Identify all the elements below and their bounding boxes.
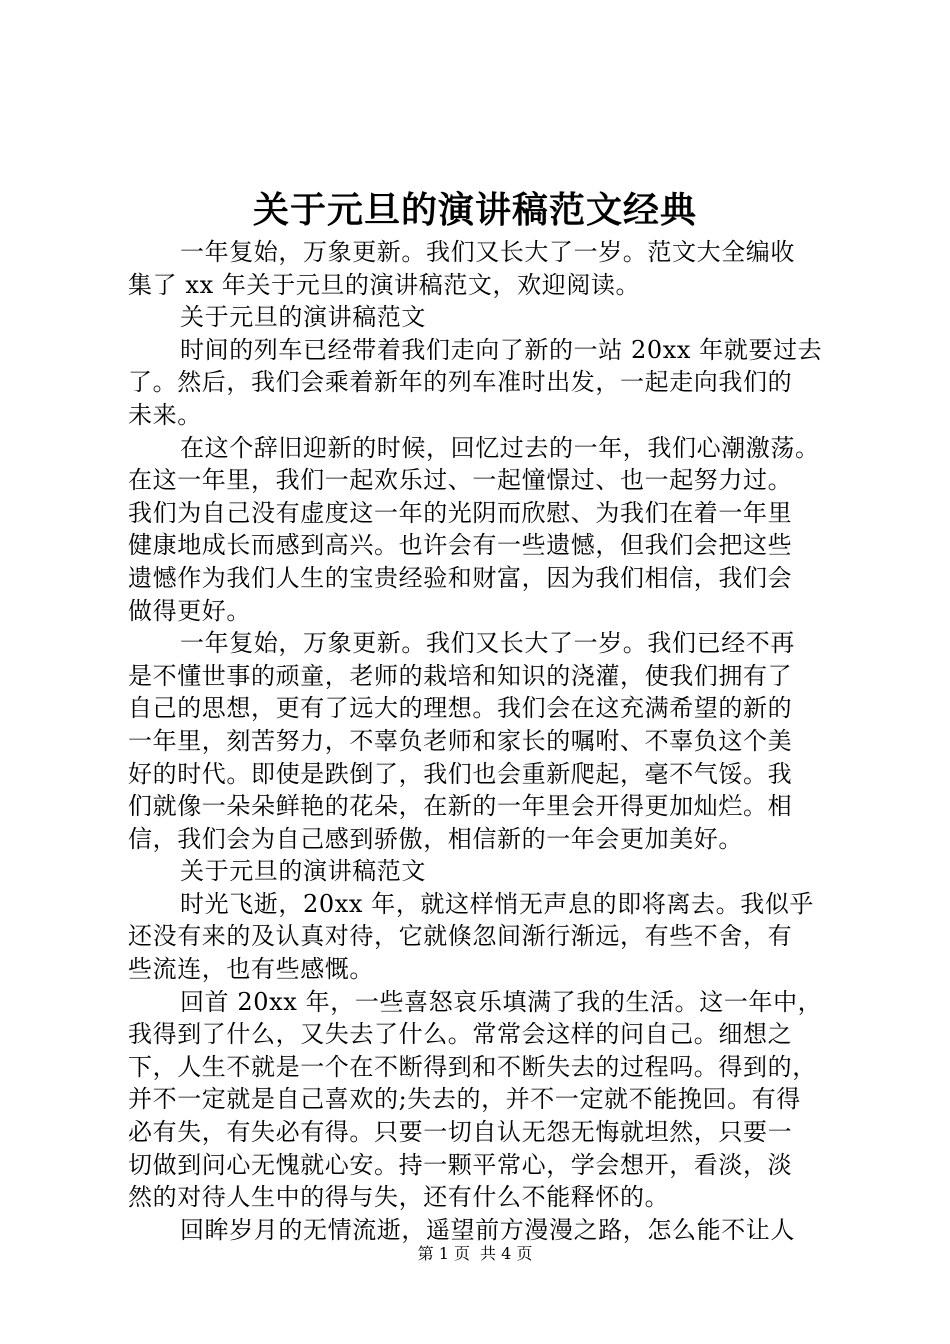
section-heading: 关于元旦的演讲稿范文 xyxy=(180,303,426,332)
section-heading: 关于元旦的演讲稿范文 xyxy=(180,857,426,886)
text-line: 信，我们会为自己感到骄傲，相信新的一年会更加美好。 xyxy=(128,824,743,853)
text-line: 回首 20xx 年，一些喜怒哀乐填满了我的生活。这一年中， xyxy=(180,987,823,1016)
text-line: 自己的思想，更有了远大的理想。我们会在这充满希望的新的 xyxy=(128,694,793,723)
text-line: 未来。 xyxy=(128,400,202,429)
text-line: 一年里，刻苦努力，不辜负老师和家长的嘱咐、不辜负这个美 xyxy=(128,726,793,755)
text-line: 集了 xx 年关于元旦的演讲稿范文，欢迎阅读。 xyxy=(128,270,641,299)
text-line: 了。然后，我们会乘着新年的列车准时出发，一起走向我们的 xyxy=(128,368,793,397)
text-line: 做得更好。 xyxy=(128,596,251,625)
text-line: 时光飞逝，20xx 年，就这样悄无声息的即将离去。我似乎 xyxy=(180,889,815,918)
page-title: 关于元旦的演讲稿范文经典 xyxy=(252,189,697,231)
text-line: 一年复始，万象更新。我们又长大了一岁。我们已经不再 xyxy=(180,629,795,658)
document-body xyxy=(128,236,828,1246)
text-line: 并不一定就是自己喜欢的;失去的，并不一定就不能挽回。有得 xyxy=(128,1085,801,1114)
text-line: 些流连，也有些感慨。 xyxy=(128,955,374,984)
text-line: 遗憾作为我们人生的宝贵经验和财富，因为我们相信，我们会 xyxy=(128,563,793,592)
text-line: 们就像一朵朵鲜艳的花朵，在新的一年里会开得更加灿烂。相 xyxy=(128,792,793,821)
text-line: 我得到了什么，又失去了什么。常常会这样的问自己。细想之 xyxy=(128,1020,793,1049)
page-number: 第 1 页 xyxy=(417,1244,470,1263)
text-line: 切做到问心无愧就心安。持一颗平常心，学会想开，看淡，淡 xyxy=(128,1150,793,1179)
text-line: 下，人生不就是一个在不断得到和不断失去的过程吗。得到的， xyxy=(128,1052,817,1081)
page-total: 共 4 页 xyxy=(480,1244,533,1263)
text-line: 是不懂世事的顽童，老师的栽培和知识的浇灌，使我们拥有了 xyxy=(128,661,793,690)
text-line: 回眸岁月的无情流逝，遥望前方漫漫之路，怎么能不让人 xyxy=(180,1215,795,1244)
text-line: 健康地成长而感到高兴。也许会有一些遗憾，但我们会把这些 xyxy=(128,531,793,560)
text-line: 好的时代。即使是跌倒了，我们也会重新爬起，毫不气馁。我 xyxy=(128,759,793,788)
text-line: 在这个辞旧迎新的时候，回忆过去的一年，我们心潮激荡。 xyxy=(180,433,820,462)
text-line: 还没有来的及认真对待，它就倏忽间渐行渐远，有些不舍，有 xyxy=(128,922,793,951)
page-footer xyxy=(0,1244,950,1264)
text-line: 一年复始，万象更新。我们又长大了一岁。范文大全编收 xyxy=(180,238,795,266)
text-line: 然的对待人生中的得与失，还有什么不能释怀的。 xyxy=(128,1183,670,1212)
text-line: 在这一年里，我们一起欢乐过、一起憧憬过、也一起努力过。 xyxy=(128,466,793,495)
text-line: 我们为自己没有虚度这一年的光阴而欣慰、为我们在着一年里 xyxy=(128,498,793,527)
text-line: 必有失，有失必有得。只要一切自认无怨无悔就坦然，只要一 xyxy=(128,1118,793,1147)
text-line: 时间的列车已经带着我们走向了新的一站 20xx 年就要过去 xyxy=(180,335,823,364)
